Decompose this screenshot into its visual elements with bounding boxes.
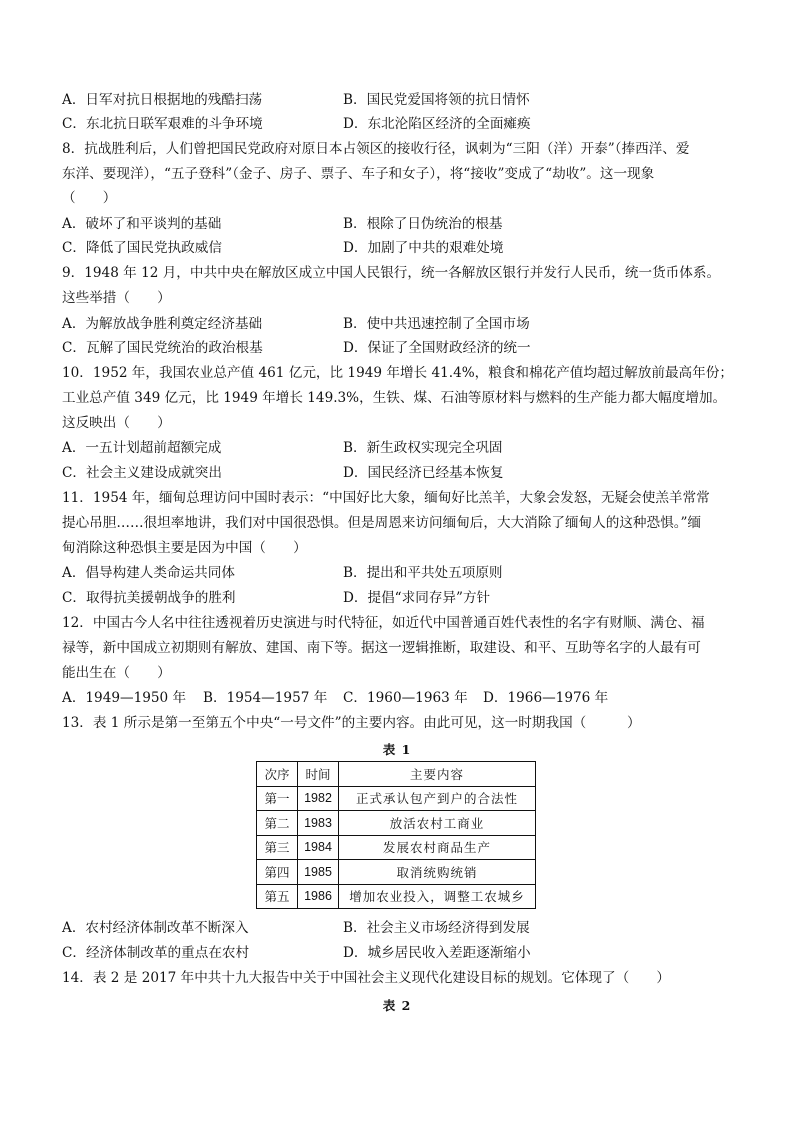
q7-option-a: A．日军对抗日根据地的残酷扫荡 [62, 92, 263, 108]
q11-option-b: B．提出和平共处五项原则 [343, 565, 503, 581]
table-cell-content: 发展农村商品生产 [339, 835, 536, 860]
table-row [257, 786, 536, 811]
table-row [257, 835, 536, 860]
table-cell-order: 第二 [257, 811, 298, 836]
q8-stem-line-3: （ ） [62, 190, 117, 206]
q8-option-c: C．降低了国民党执政威信 [62, 240, 222, 256]
q12-option-b: B．1954—1957 年 [203, 690, 328, 706]
table-2-caption: 表 2 [382, 998, 412, 1013]
q11-option-a: A．倡导构建人类命运共同体 [62, 565, 235, 581]
table-cell-content: 取消统购统销 [339, 860, 536, 885]
q13-option-c: C．经济体制改革的重点在农村 [62, 945, 250, 961]
table-row [257, 884, 536, 909]
q12-option-d: D．1966—1976 年 [483, 690, 609, 706]
q8-option-d: D．加剧了中共的艰难处境 [343, 240, 504, 256]
q12-stem-line-1: 12．中国古今人名中往往透视着历史演进与时代特征，如近代中国普通百姓代表性的名字有财顺、满仓、福 [62, 615, 705, 631]
table-cell-year: 1984 [298, 835, 339, 860]
table-cell-content: 放活农村工商业 [339, 811, 536, 836]
table-1-caption: 表 1 [382, 742, 412, 757]
q10-stem-line-1: 10．1952 年，我国农业总产值 461 亿元，比 1949 年增长 41.4%，粮食和棉花产值均超过解放前最高年份； [62, 365, 733, 381]
table-cell-year: 1985 [298, 860, 339, 885]
q9-stem-line-2: 这些举措（ ） [62, 290, 171, 306]
q13-option-d: D．城乡居民收入差距逐渐缩小 [343, 945, 531, 961]
q7-option-c: C．东北抗日联军艰难的斗争环境 [62, 116, 263, 132]
q12-stem-line-3: 能出生在（ ） [62, 665, 171, 681]
table-cell-year: 1986 [298, 884, 339, 909]
table-cell-order: 第一 [257, 786, 298, 811]
q10-stem-line-2: 工业总产值 349 亿元，比 1949 年增长 149.3%，生铁、煤、石油等原材料与燃料的生产能力都大幅度增加。 [62, 390, 727, 406]
q10-option-a: A．一五计划超前超额完成 [62, 440, 222, 456]
table-header-cell: 主要内容 [339, 762, 536, 787]
q11-stem-line-3: 甸消除这种恐惧主要是因为中国（ ） [62, 540, 307, 556]
table-header-row [257, 762, 536, 787]
q7-option-b: B．国民党爱国将领的抗日情怀 [343, 92, 530, 108]
q12-option-a: A．1949—1950 年 [62, 690, 187, 706]
q8-stem-line-1: 8．抗战胜利后，人们曾把国民党政府对原日本占领区的接收行径，讽刺为“三阳（洋）开泰”（捧西洋、爱 [62, 141, 690, 157]
table-1 [256, 761, 536, 909]
table-row [257, 860, 536, 885]
q9-option-c: C．瓦解了国民党统治的政治根基 [62, 340, 263, 356]
table-cell-order: 第五 [257, 884, 298, 909]
q11-stem-line-2: 提心吊胆……很坦率地讲，我们对中国很恐惧。但是周恩来访问缅甸后，大大消除了缅甸人的这种恐惧。”缅 [62, 515, 702, 531]
table-cell-content: 正式承认包产到户的合法性 [339, 786, 536, 811]
q13-option-a: A．农村经济体制改革不断深入 [62, 920, 249, 936]
table-header-cell: 次序 [257, 762, 298, 787]
q14-stem-line-1: 14．表 2 是 2017 年中共十九大报告中关于中国社会主义现代化建设目标的规划。它体现了（ ） [62, 970, 670, 986]
table-row [257, 811, 536, 836]
table-cell-year: 1983 [298, 811, 339, 836]
q12-stem-line-2: 禄等，新中国成立初期则有解放、建国、南下等。据这一逻辑推断，取建设、和平、互助等名字的人最有可 [62, 640, 701, 656]
q10-option-c: C．社会主义建设成就突出 [62, 465, 222, 481]
table-cell-order: 第四 [257, 860, 298, 885]
q10-stem-line-3: 这反映出（ ） [62, 415, 171, 431]
q8-option-a: A．破坏了和平谈判的基础 [62, 216, 222, 232]
table-cell-order: 第三 [257, 835, 298, 860]
q11-option-c: C．取得抗美援朝战争的胜利 [62, 590, 236, 606]
q8-stem-line-2: 东洋、要现洋），“五子登科”（金子、房子、票子、车子和女子），将“接收”变成了“劫收”。这一现象 [62, 166, 655, 182]
q10-option-b: B．新生政权实现完全巩固 [343, 440, 503, 456]
q9-stem-line-1: 9．1948 年 12 月，中共中央在解放区成立中国人民银行，统一各解放区银行并发行人民币，统一货币体系。 [62, 265, 721, 281]
q9-option-a: A．为解放战争胜利奠定经济基础 [62, 316, 263, 332]
q7-option-d: D．东北沦陷区经济的全面瘫痪 [343, 116, 531, 132]
q9-option-d: D．保证了全国财政经济的统一 [343, 340, 531, 356]
table-cell-content: 增加农业投入，调整工农城乡 [339, 884, 536, 909]
table-cell-year: 1982 [298, 786, 339, 811]
q11-option-d: D．提倡“求同存异”方针 [343, 590, 491, 606]
q13-option-b: B．社会主义市场经济得到发展 [343, 920, 530, 936]
q8-option-b: B．根除了日伪统治的根基 [343, 216, 503, 232]
q13-stem-line-1: 13．表 1 所示是第一至第五个中央“一号文件”的主要内容。由此可见，这一时期我国（ ） [62, 715, 641, 731]
q10-option-d: D．国民经济已经基本恢复 [343, 465, 504, 481]
q12-option-c: C．1960—1963 年 [343, 690, 468, 706]
table-header-cell: 时间 [298, 762, 339, 787]
q11-stem-line-1: 11．1954 年，缅甸总理访问中国时表示：“中国好比大象，缅甸好比羔羊，大象会发怒，无疑会使羔羊常常 [62, 490, 710, 506]
q9-option-b: B．使中共迅速控制了全国市场 [343, 316, 530, 332]
